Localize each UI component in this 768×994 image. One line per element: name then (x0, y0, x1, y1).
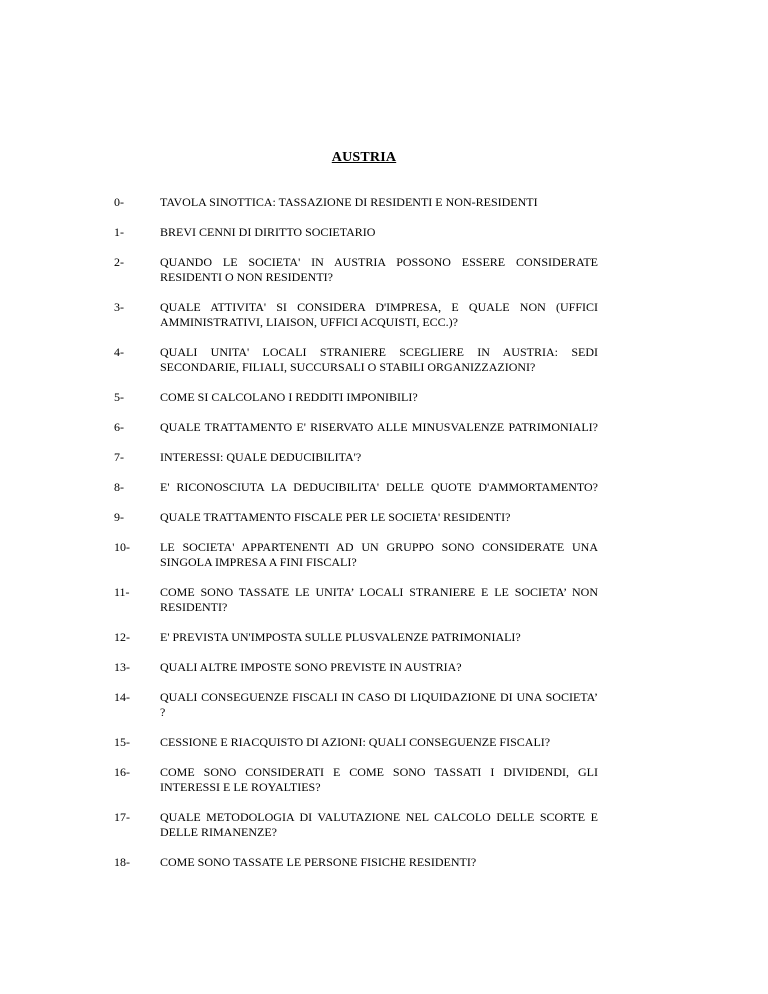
toc-item-text: QUALE METODOLOGIA DI VALUTAZIONE NEL CALCOLO DELLE SCORTE E DELLE RIMANENZE? (160, 810, 598, 839)
toc-item-16 (114, 765, 598, 795)
toc-item-number: 18- (114, 855, 130, 869)
toc-item-17 (114, 810, 598, 840)
toc-item-15 (114, 735, 598, 750)
toc-item-text: QUANDO LE SOCIETA' IN AUSTRIA POSSONO ESSERE CONSIDERATE RESIDENTI O NON RESIDENTI? (160, 255, 598, 284)
toc-item-number: 6- (114, 420, 124, 434)
table-of-contents (114, 195, 598, 870)
toc-item-9 (114, 510, 598, 525)
toc-item-text: COME SI CALCOLANO I REDDITI IMPONIBILI? (160, 390, 418, 404)
toc-item-18 (114, 855, 598, 870)
toc-item-number: 13- (114, 660, 130, 674)
toc-item-text: E' RICONOSCIUTA LA DEDUCIBILITA' DELLE QUOTE D'AMMORTAMENTO? (160, 480, 598, 494)
document-title: AUSTRIA (331, 150, 397, 165)
toc-item-0 (114, 195, 598, 210)
toc-item-text: COME SONO TASSATE LE PERSONE FISICHE RESIDENTI? (160, 855, 477, 869)
toc-item-12 (114, 630, 598, 645)
toc-item-text: QUALI UNITA' LOCALI STRANIERE SCEGLIERE IN AUSTRIA: SEDI SECONDARIE, FILIALI, SUCCURSALI O STABILI ORGANIZZAZIONI? (160, 345, 598, 374)
toc-item-6 (114, 420, 598, 435)
toc-item-text: QUALE TRATTAMENTO FISCALE PER LE SOCIETA' RESIDENTI? (160, 510, 511, 524)
toc-item-number: 3- (114, 300, 124, 314)
toc-item-number: 0- (114, 195, 124, 209)
toc-item-number: 8- (114, 480, 124, 494)
toc-item-number: 11- (114, 585, 130, 599)
toc-item-2 (114, 255, 598, 285)
toc-item-text: TAVOLA SINOTTICA: TASSAZIONE DI RESIDENTI E NON-RESIDENTI (160, 195, 538, 209)
toc-item-text: QUALE ATTIVITA' SI CONSIDERA D'IMPRESA, E QUALE NON (UFFICI AMMINISTRATIVI, LIAISON, UFFICI ACQUISTI, ECC.)? (160, 300, 598, 329)
toc-item-text: E' PREVISTA UN'IMPOSTA SULLE PLUSVALENZE PATRIMONIALI? (160, 630, 521, 644)
toc-item-5 (114, 390, 598, 405)
toc-item-number: 12- (114, 630, 130, 644)
toc-item-7 (114, 450, 598, 465)
toc-item-text: INTERESSI: QUALE DEDUCIBILITA'? (160, 450, 362, 464)
toc-item-number: 5- (114, 390, 124, 404)
toc-item-10 (114, 540, 598, 570)
toc-item-number: 16- (114, 765, 130, 779)
toc-item-number: 15- (114, 735, 130, 749)
toc-item-14 (114, 690, 598, 720)
toc-item-text: LE SOCIETA' APPARTENENTI AD UN GRUPPO SONO CONSIDERATE UNA SINGOLA IMPRESA A FINI FISCALI? (160, 540, 598, 569)
toc-item-number: 7- (114, 450, 124, 464)
toc-item-number: 10- (114, 540, 130, 554)
toc-item-number: 1- (114, 225, 124, 239)
toc-item-1 (114, 225, 598, 240)
toc-item-text: QUALE TRATTAMENTO E' RISERVATO ALLE MINUSVALENZE PATRIMONIALI? (160, 420, 598, 434)
toc-item-text: COME SONO CONSIDERATI E COME SONO TASSATI I DIVIDENDI, GLI INTERESSI E LE ROYALTIES? (160, 765, 598, 794)
toc-item-number: 14- (114, 690, 130, 704)
toc-item-number: 9- (114, 510, 124, 524)
toc-item-number: 17- (114, 810, 130, 824)
toc-item-8 (114, 480, 598, 495)
toc-item-text: QUALI ALTRE IMPOSTE SONO PREVISTE IN AUSTRIA? (160, 660, 462, 674)
toc-item-3 (114, 300, 598, 330)
toc-item-11 (114, 585, 598, 615)
toc-item-text: CESSIONE E RIACQUISTO DI AZIONI: QUALI CONSEGUENZE FISCALI? (160, 735, 551, 749)
toc-item-text: BREVI CENNI DI DIRITTO SOCIETARIO (160, 225, 376, 239)
toc-item-13 (114, 660, 598, 675)
toc-item-number: 2- (114, 255, 124, 269)
toc-item-text: COME SONO TASSATE LE UNITA’ LOCALI STRANIERE E LE SOCIETA’ NON RESIDENTI? (160, 585, 598, 614)
toc-item-text: QUALI CONSEGUENZE FISCALI IN CASO DI LIQUIDAZIONE DI UNA SOCIETA’ ? (160, 690, 598, 719)
toc-item-4 (114, 345, 598, 375)
toc-item-number: 4- (114, 345, 124, 359)
